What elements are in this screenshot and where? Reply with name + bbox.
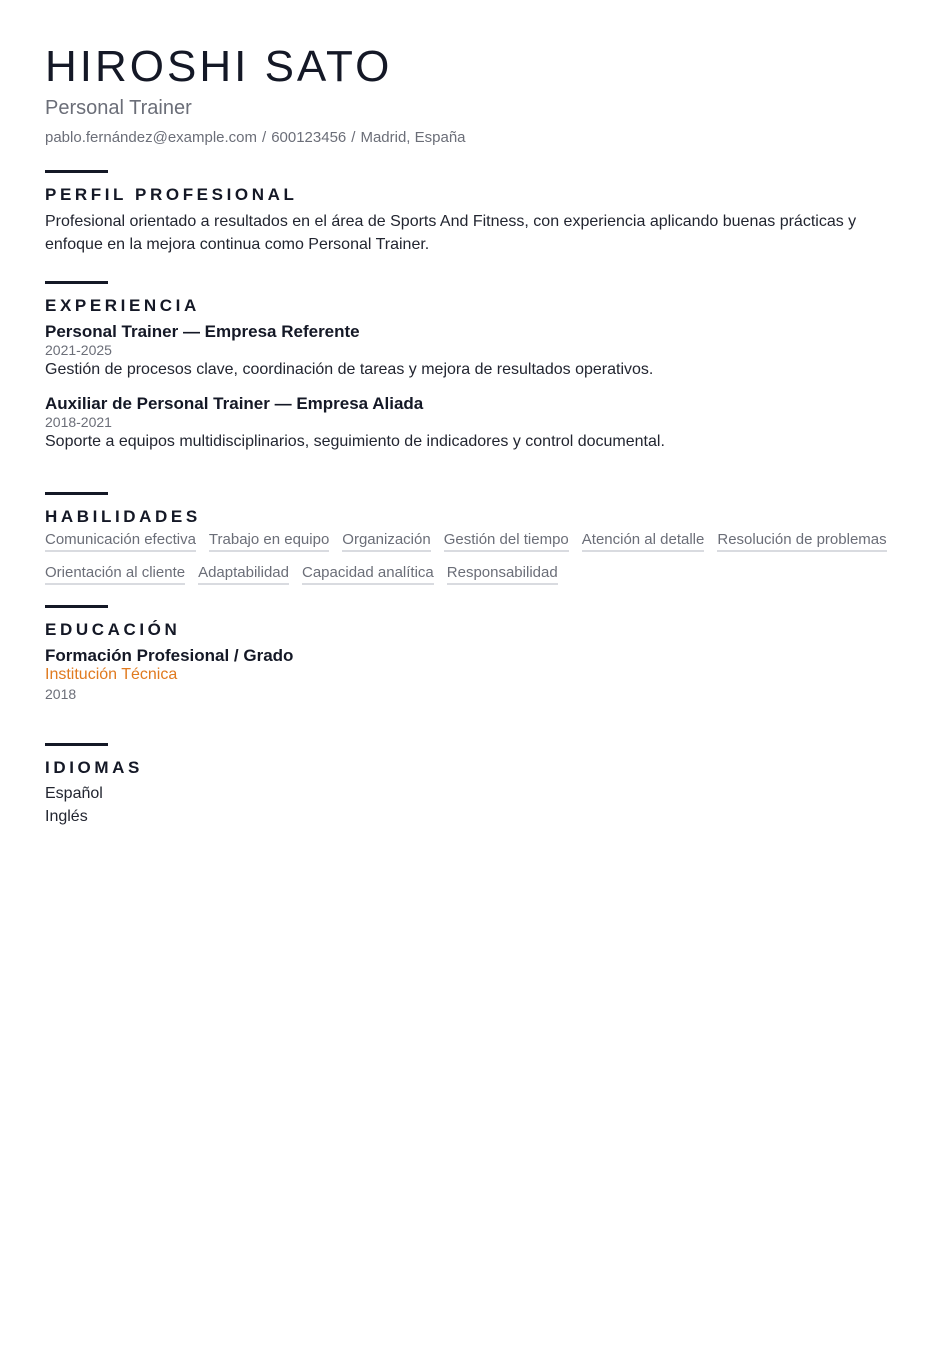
job-description: Soporte a equipos multidisciplinarios, seguimiento de indicadores y control documental. bbox=[45, 433, 665, 450]
contact-separator: / bbox=[262, 129, 267, 146]
skill-tag: Trabajo en equipo bbox=[209, 531, 329, 552]
job-description: Gestión de procesos clave, coordinación de tareas y mejora de resultados operativos. bbox=[45, 361, 654, 378]
skill-tag: Resolución de problemas bbox=[717, 531, 886, 552]
profile-text: Profesional orientado a resultados en el área de Sports And Fitness, con experiencia aplicando buenas prácticas y enfoque en la mejora continua como Personal Trainer. bbox=[45, 213, 857, 253]
skills-section bbox=[45, 492, 907, 597]
section-title: PERFIL PROFESIONAL bbox=[45, 185, 298, 204]
language-item: Inglés bbox=[45, 808, 88, 825]
section-title: EDUCACIÓN bbox=[45, 620, 181, 639]
contact-email[interactable]: pablo.fernández@example.com bbox=[45, 129, 258, 146]
job-dates: 2018-2021 bbox=[45, 414, 112, 430]
section-rule bbox=[45, 743, 108, 746]
skill-tag: Responsabilidad bbox=[447, 564, 558, 585]
contact-phone: 600123456 bbox=[271, 129, 347, 146]
education-degree: Formación Profesional / Grado bbox=[45, 646, 294, 665]
contact-line bbox=[45, 128, 907, 148]
section-title: HABILIDADES bbox=[45, 507, 201, 526]
profile-section bbox=[45, 170, 907, 256]
section-rule bbox=[45, 492, 108, 495]
contact-location: Madrid, España bbox=[360, 129, 466, 146]
skills-list bbox=[45, 531, 915, 597]
section-rule bbox=[45, 605, 108, 608]
education-institution: Institución Técnica bbox=[45, 666, 178, 683]
education-year: 2018 bbox=[45, 686, 77, 702]
skill-tag: Organización bbox=[342, 531, 430, 552]
language-item: Español bbox=[45, 785, 103, 802]
skill-tag: Atención al detalle bbox=[582, 531, 705, 552]
skill-tag: Comunicación efectiva bbox=[45, 531, 196, 552]
candidate-name: HIROSHI SATO bbox=[45, 42, 393, 91]
section-rule bbox=[45, 170, 108, 173]
section-title: IDIOMAS bbox=[45, 758, 143, 777]
skill-tag: Adaptabilidad bbox=[198, 564, 289, 585]
job-title: Personal Trainer — Empresa Referente bbox=[45, 322, 360, 341]
section-rule bbox=[45, 281, 108, 284]
skill-tag: Orientación al cliente bbox=[45, 564, 185, 585]
skill-tag: Capacidad analítica bbox=[302, 564, 434, 585]
job-entry bbox=[45, 394, 907, 452]
job-entry bbox=[45, 322, 907, 380]
job-title: Auxiliar de Personal Trainer — Empresa Aliada bbox=[45, 394, 424, 413]
languages-list bbox=[45, 782, 907, 828]
contact-separator: / bbox=[351, 129, 356, 146]
job-dates: 2021-2025 bbox=[45, 342, 112, 358]
section-title: EXPERIENCIA bbox=[45, 296, 200, 315]
experience-section bbox=[45, 281, 907, 452]
skill-tag: Gestión del tiempo bbox=[444, 531, 569, 552]
languages-section bbox=[45, 743, 907, 828]
candidate-role: Personal Trainer bbox=[45, 97, 192, 119]
education-section bbox=[45, 605, 907, 704]
